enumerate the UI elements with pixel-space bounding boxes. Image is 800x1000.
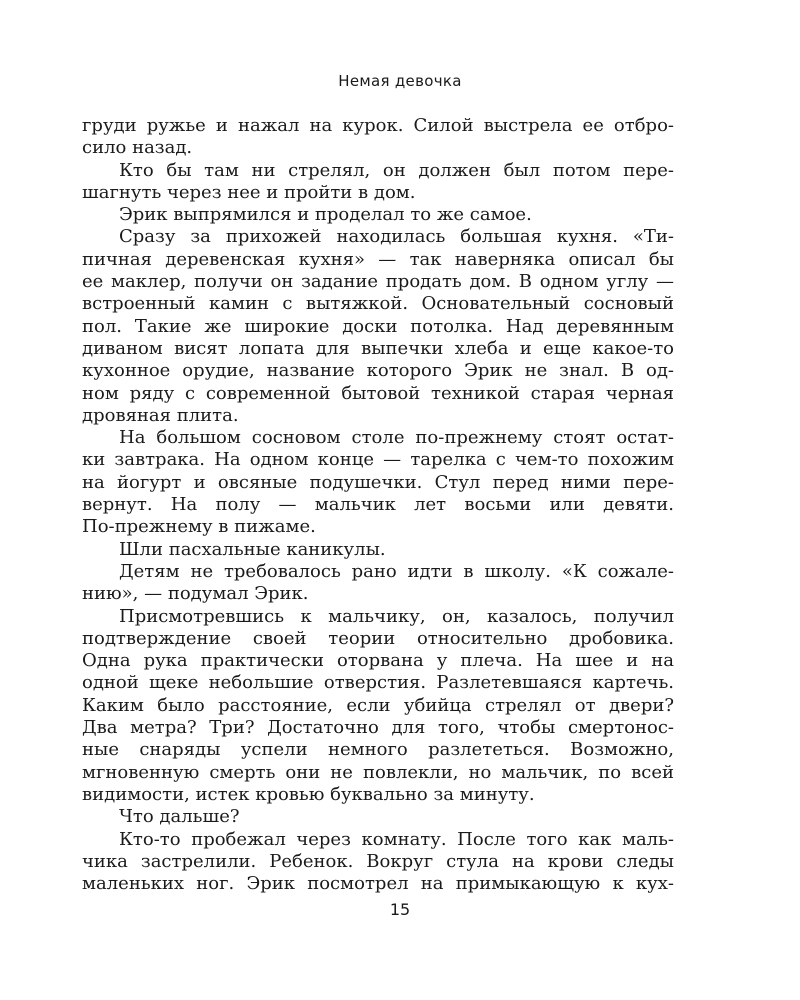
text-line: мгновенную смерть они не повлекли, но мальчик, по всей (82, 761, 674, 783)
text-line: Присмотревшись к мальчику, он, казалось, получил (119, 605, 674, 627)
text-line: ее маклер, получи он задание продать дом. В одном углу — (82, 271, 674, 293)
text-line: одной щеке небольшие отверстия. Разлетевшаяся картечь. (82, 672, 674, 694)
text-line: маленьких ног. Эрик посмотрел на примыкающую к кух- (82, 873, 674, 895)
text-line: Сразу за прихожей находилась большая кухня. «Ти- (119, 226, 674, 248)
text-line: Кто-то пробежал через комнату. После того как маль- (119, 828, 674, 850)
text-line: видимости, истек кровью буквально за минуту. (82, 783, 535, 805)
text-line: сило назад. (82, 137, 193, 159)
text-line: пол. Такие же широкие доски потолка. Над деревянным (82, 315, 674, 337)
text-line: на йогурт и овсяные подушечки. Стул перед ними пере- (82, 471, 674, 493)
text-line: груди ружье и нажал на курок. Силой выстрела ее отбро- (82, 115, 674, 136)
text-line: ном ряду с современной бытовой техникой старая черная (82, 382, 674, 404)
text-line: вернут. На полу — мальчик лет восьми или девяти. (82, 494, 674, 516)
text-line: На большом сосновом столе по-прежнему стоят остат- (119, 427, 674, 449)
text-line: пичная деревенская кухня» — так наверняка описал бы (82, 248, 674, 270)
text-line: Каким было расстояние, если убийца стрелял от двери? (82, 694, 674, 716)
text-line: Кто бы там ни стрелял, он должен был потом пере- (119, 159, 674, 181)
running-title: Немая девочка (338, 72, 462, 90)
text-line: ные снаряды успели немного разлететься. Возможно, (82, 739, 674, 761)
text-line: дровяная плита. (82, 404, 239, 426)
text-line: встроенный камин с вытяжкой. Основательный сосновый (82, 293, 674, 315)
page-number: 15 (389, 900, 411, 919)
text-line: Что дальше? (119, 806, 240, 828)
text-line: Одна рука практически оторвана у плеча. На шее и на (82, 650, 674, 672)
text-line: ки завтрака. На одном конце — тарелка с чем-то похожим (82, 449, 674, 471)
text-line: По-прежнему в пижаме. (82, 516, 316, 538)
text-line: нию», — подумал Эрик. (82, 583, 309, 605)
text-line: диваном висят лопата для выпечки хлеба и еще какое-то (82, 337, 674, 359)
text-line: Эрик выпрямился и проделал то же самое. (119, 204, 532, 226)
text-line: Детям не требовалось рано идти в школу. «К сожале- (119, 560, 674, 582)
text-line: кухонное орудие, название которого Эрик не знал. В од- (82, 360, 674, 382)
text-line: чика застрелили. Ребенок. Вокруг стула на крови следы (82, 850, 674, 872)
text-line: Шли пасхальные каникулы. (119, 538, 386, 560)
text-line: Два метра? Три? Достаточно для того, чтобы смертонос- (82, 717, 674, 739)
text-line: шагнуть через нее и пройти в дом. (82, 181, 416, 203)
body-text (82, 115, 674, 895)
text-line: подтверждение своей теории относительно дробовика. (82, 627, 674, 649)
